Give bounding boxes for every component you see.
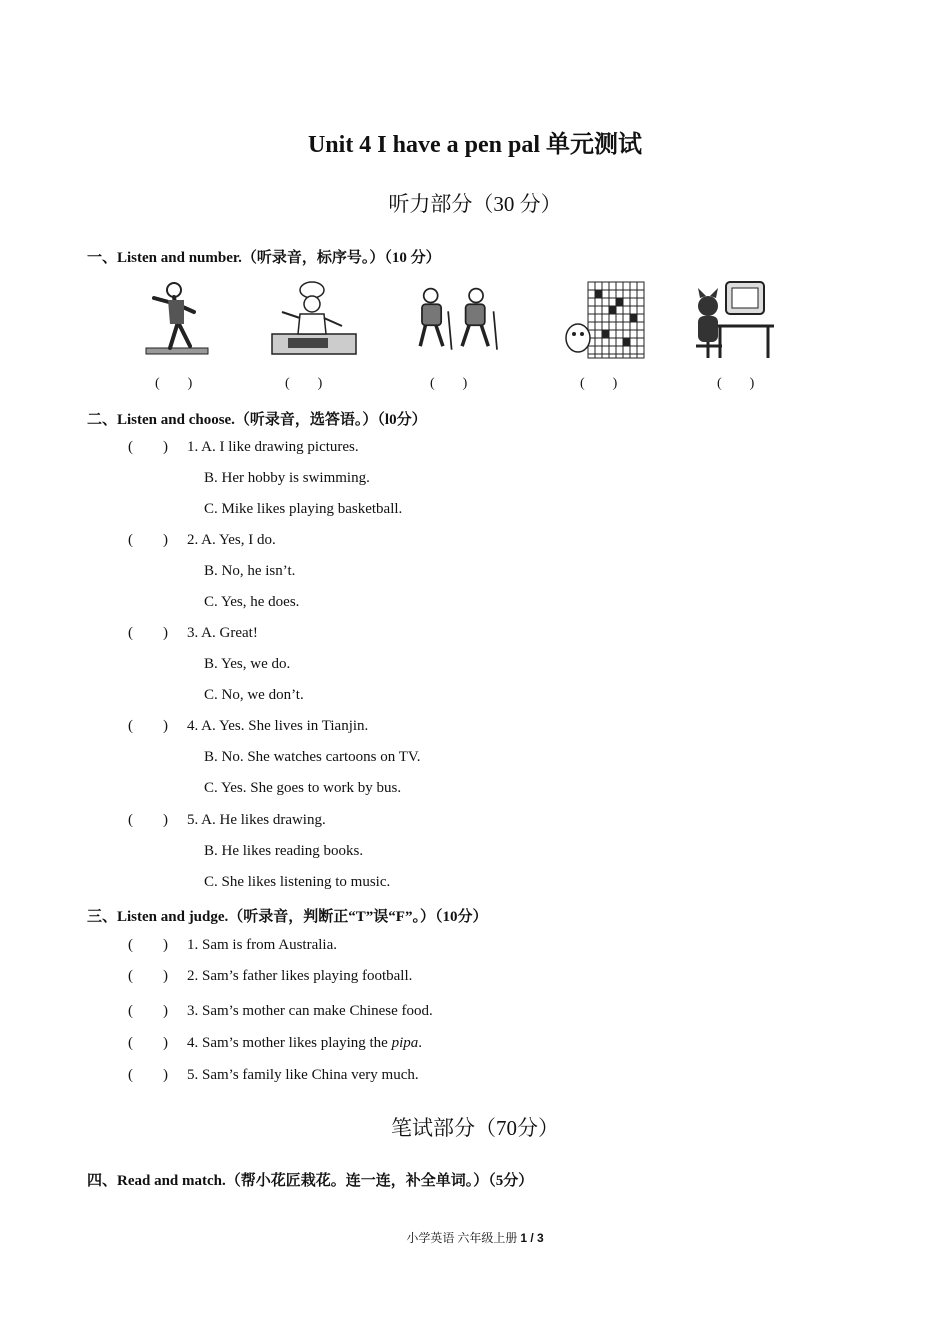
cat-computer-picture: [686, 276, 782, 364]
part2-q5-option-b: B. He likes reading books.: [204, 843, 364, 859]
part1-answer-blank-3[interactable]: ( ): [430, 376, 468, 391]
part3-answer-blank[interactable]: ( ): [128, 1067, 168, 1083]
part2-answer-blank[interactable]: ( ): [128, 439, 168, 455]
hikers-picture: [408, 276, 504, 364]
part2-q4-option-c: C. Yes. She goes to work by bus.: [204, 780, 402, 796]
part3-item-3: 3. Sam’s mother can make Chinese food.: [187, 1003, 433, 1019]
part2-answer-blank[interactable]: ( ): [128, 812, 168, 828]
part3-item-4-text: 4. Sam’s mother likes playing the: [187, 1035, 392, 1051]
part2-q2-option-a: 2. A. Yes, I do.: [187, 532, 276, 548]
part2-answer-blank[interactable]: ( ): [128, 718, 168, 734]
part1-answer-blank-1[interactable]: ( ): [155, 376, 193, 391]
part3-answer-blank[interactable]: ( ): [128, 937, 168, 953]
part3-item-2: 2. Sam’s father likes playing football.: [187, 968, 413, 984]
part3-answer-blank[interactable]: ( ): [128, 1003, 168, 1019]
part2-answer-blank[interactable]: ( ): [128, 625, 168, 641]
document-title: Unit 4 I have a pen pal 单元测试: [307, 132, 643, 158]
part2-q3-option-b: B. Yes, we do.: [204, 656, 291, 672]
part2-q1-option-a: 1. A. I like drawing pictures.: [187, 439, 359, 455]
part2-q2-option-c: C. Yes, he does.: [204, 594, 300, 610]
part3-item-4-italic: pipa: [391, 1035, 419, 1051]
page-number: 1 / 3: [520, 1231, 544, 1245]
chef-cooking-picture: [268, 276, 364, 364]
part2-q4-option-b: B. No. She watches cartoons on TV.: [204, 749, 421, 765]
part3-item-4-end: .: [418, 1035, 422, 1051]
part2-q1-option-c: C. Mike likes playing basketball.: [204, 501, 403, 517]
running-man-picture: [140, 276, 236, 364]
crossword-puzzle-picture: [560, 276, 656, 364]
part3-item-4: [187, 1035, 422, 1052]
part2-q4-option-a: 4. A. Yes. She lives in Tianjin.: [187, 718, 369, 734]
part2-q5-option-a: 5. A. He likes drawing.: [187, 812, 326, 828]
footer-text: 小学英语 六年级上册: [406, 1231, 521, 1245]
part2-q2-option-b: B. No, he isn’t.: [204, 563, 296, 579]
part2-answer-blank[interactable]: ( ): [128, 532, 168, 548]
part3-item-5: 5. Sam’s family like China very much.: [187, 1067, 419, 1083]
part3-answer-blank[interactable]: ( ): [128, 968, 168, 984]
part3-answer-blank[interactable]: ( ): [128, 1035, 168, 1051]
part2-q3-option-a: 3. A. Great!: [187, 625, 258, 641]
part1-answer-blank-4[interactable]: ( ): [580, 376, 618, 391]
part2-q1-option-b: B. Her hobby is swimming.: [204, 470, 370, 486]
part3-item-1: 1. Sam is from Australia.: [187, 937, 337, 953]
part2-q3-option-c: C. No, we don’t.: [204, 687, 304, 703]
part1-answer-blank-2[interactable]: ( ): [285, 376, 323, 391]
listening-section-header: 听力部分（30 分）: [388, 192, 562, 216]
part1-answer-blank-5[interactable]: ( ): [717, 376, 755, 391]
part2-q5-option-c: C. She likes listening to music.: [204, 874, 391, 890]
page-footer: [0, 1229, 950, 1246]
part4-heading: 四、Read and match.（帮小花匠栽花。连一连，补全单词。）（5分）: [87, 1173, 534, 1189]
part3-heading: 三、Listen and judge.（听录音，判断正“T”误“F”。）（10分）: [87, 909, 488, 925]
writing-section-header: 笔试部分（70分）: [391, 1116, 559, 1140]
part1-heading: 一、Listen and number.（听录音，标序号。）（10 分）: [87, 250, 441, 266]
part2-heading: 二、Listen and choose.（听录音，选答语。）（l0分）: [87, 412, 427, 428]
